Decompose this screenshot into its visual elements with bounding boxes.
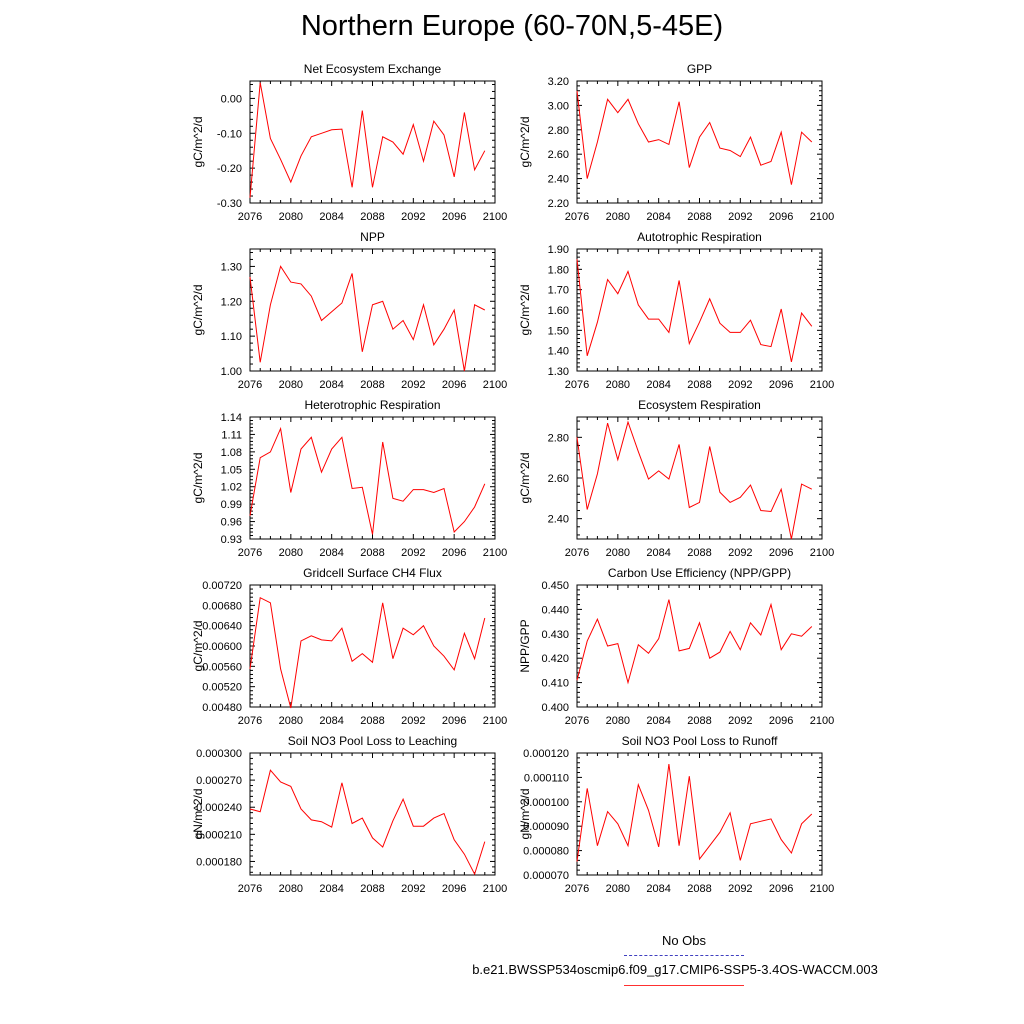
- plot-frame: [577, 417, 822, 539]
- plot-frame: [577, 249, 822, 371]
- y-tick-label: 0.420: [541, 653, 569, 666]
- y-tick-label: 0.93: [220, 534, 242, 546]
- y-tick-label: 0.00: [220, 93, 242, 106]
- y-axis-label: gC/m^2/d: [191, 620, 205, 672]
- y-tick-label: 0.00600: [202, 641, 242, 653]
- y-tick-label: 2.80: [547, 124, 569, 137]
- x-tick-label: 2076: [564, 883, 590, 895]
- x-tick-label: 2084: [319, 715, 344, 727]
- y-axis-label: gN/m^2/d: [191, 788, 205, 840]
- y-tick-label: 3.00: [547, 100, 569, 113]
- y-tick-label: 2.80: [547, 432, 569, 445]
- y-tick-label: 0.000070: [523, 870, 569, 882]
- chart-panel-10: [518, 734, 834, 895]
- chart-panel-4: [518, 230, 834, 391]
- x-tick-label: 2084: [646, 547, 671, 559]
- y-tick-label: 2.60: [547, 473, 569, 485]
- x-tick-label: 2088: [360, 547, 385, 559]
- y-tick-label: 2.40: [547, 173, 569, 186]
- x-tick-label: 2076: [564, 547, 590, 559]
- y-tick-label: 1.90: [547, 244, 569, 256]
- x-tick-label: 2092: [728, 211, 753, 223]
- series-line: [250, 429, 485, 535]
- y-tick-label: 0.000090: [523, 821, 569, 834]
- x-tick-label: 2080: [605, 715, 631, 727]
- y-axis-label: gC/m^2/d: [191, 452, 205, 504]
- y-tick-label: 0.000080: [523, 845, 569, 858]
- chart-title: GPP: [686, 62, 713, 76]
- x-tick-label: 2092: [728, 883, 753, 895]
- y-tick-label: 1.30: [547, 366, 569, 378]
- y-tick-label: 0.450: [541, 580, 569, 592]
- series-line: [577, 764, 812, 862]
- plot-frame: [250, 753, 495, 875]
- series-line: [250, 598, 485, 708]
- plot-frame: [577, 81, 822, 203]
- chart-panel-5: [191, 398, 507, 559]
- chart-title: Autotrophic Respiration: [637, 230, 762, 244]
- legend-obs-label: No Obs: [661, 933, 707, 948]
- y-tick-label: 1.30: [220, 261, 242, 274]
- y-tick-label: 3.20: [547, 76, 569, 88]
- x-tick-label: 2096: [441, 379, 467, 391]
- x-tick-label: 2096: [441, 715, 467, 727]
- y-tick-label: 1.50: [547, 325, 569, 338]
- x-tick-label: 2092: [728, 715, 753, 727]
- x-tick-label: 2088: [687, 211, 712, 223]
- x-tick-label: 2100: [482, 883, 508, 895]
- y-tick-label: 1.60: [547, 305, 569, 317]
- x-tick-label: 2100: [482, 211, 508, 223]
- series-line: [577, 422, 812, 539]
- y-tick-label: 0.000210: [196, 829, 242, 842]
- series-line: [250, 83, 485, 198]
- x-tick-label: 2080: [278, 379, 304, 391]
- x-tick-label: 2084: [646, 379, 671, 391]
- x-tick-label: 2100: [809, 715, 835, 727]
- x-tick-label: 2080: [278, 715, 304, 727]
- plot-frame: [250, 249, 495, 371]
- legend-obs-line: [624, 955, 744, 956]
- x-tick-label: 2100: [482, 715, 508, 727]
- y-axis-label: gC/m^2/d: [518, 452, 532, 504]
- x-tick-label: 2100: [809, 547, 835, 559]
- y-tick-label: 0.99: [220, 499, 242, 512]
- x-tick-label: 2080: [605, 211, 631, 223]
- y-tick-label: 1.14: [220, 412, 242, 424]
- y-tick-label: -0.20: [216, 163, 242, 176]
- y-tick-label: 0.440: [541, 604, 569, 617]
- series-line: [250, 266, 485, 371]
- x-tick-label: 2096: [768, 211, 794, 223]
- y-tick-label: 1.11: [221, 429, 242, 442]
- x-tick-label: 2100: [482, 547, 508, 559]
- chart-title: Soil NO3 Pool Loss to Runoff: [621, 734, 778, 748]
- y-axis-label: NPP/GPP: [518, 619, 532, 673]
- y-tick-label: 0.000120: [523, 748, 569, 760]
- x-tick-label: 2080: [278, 883, 304, 895]
- y-tick-label: 0.00720: [202, 580, 242, 592]
- x-tick-label: 2084: [319, 211, 344, 223]
- x-tick-label: 2096: [441, 211, 467, 223]
- x-tick-label: 2092: [401, 547, 426, 559]
- plot-frame: [250, 417, 495, 539]
- x-tick-label: 2096: [768, 547, 794, 559]
- y-tick-label: 0.000100: [523, 796, 569, 809]
- x-tick-label: 2084: [646, 211, 671, 223]
- x-tick-label: 2100: [809, 883, 835, 895]
- x-tick-label: 2084: [319, 547, 344, 559]
- x-tick-label: 2096: [768, 715, 794, 727]
- chart-panel-6: [518, 398, 834, 559]
- y-tick-label: 0.000110: [523, 772, 569, 785]
- x-tick-label: 2088: [687, 547, 712, 559]
- y-axis-label: gC/m^2/d: [191, 116, 205, 168]
- y-tick-label: 1.20: [220, 296, 242, 309]
- x-tick-label: 2080: [605, 547, 631, 559]
- x-tick-label: 2092: [728, 547, 753, 559]
- chart-panel-9: [191, 734, 507, 895]
- y-tick-label: 2.60: [547, 149, 569, 162]
- y-tick-label: 1.10: [220, 331, 242, 344]
- x-tick-label: 2076: [564, 211, 590, 223]
- x-tick-label: 2096: [768, 883, 794, 895]
- y-tick-label: 0.00640: [202, 620, 242, 633]
- x-tick-label: 2092: [401, 715, 426, 727]
- y-tick-label: 1.40: [547, 345, 569, 358]
- y-tick-label: 0.000240: [196, 802, 242, 815]
- x-tick-label: 2092: [401, 883, 426, 895]
- y-axis-label: gC/m^2/d: [518, 116, 532, 168]
- x-tick-label: 2088: [360, 883, 385, 895]
- y-tick-label: -0.10: [216, 128, 242, 141]
- x-tick-label: 2076: [237, 883, 263, 895]
- x-tick-label: 2088: [687, 883, 712, 895]
- y-tick-label: 1.08: [220, 446, 242, 459]
- chart-panel-8: [518, 566, 834, 727]
- x-tick-label: 2088: [360, 379, 385, 391]
- y-tick-label: 2.40: [547, 513, 569, 526]
- x-tick-label: 2088: [687, 379, 712, 391]
- plot-frame: [577, 585, 822, 707]
- series-line: [577, 600, 812, 683]
- y-axis-label: gC/m^2/d: [191, 284, 205, 336]
- x-tick-label: 2096: [768, 379, 794, 391]
- x-tick-label: 2088: [687, 715, 712, 727]
- x-tick-label: 2080: [278, 211, 304, 223]
- page-title: Northern Europe (60-70N,5-45E): [300, 10, 724, 42]
- x-tick-label: 2096: [441, 883, 467, 895]
- x-tick-label: 2076: [237, 379, 263, 391]
- y-tick-label: 0.00560: [202, 661, 242, 674]
- legend-model-line: [624, 985, 744, 986]
- x-tick-label: 2076: [237, 547, 263, 559]
- x-tick-label: 2076: [564, 379, 590, 391]
- y-tick-label: 1.05: [220, 464, 242, 477]
- x-tick-label: 2088: [360, 715, 385, 727]
- series-line: [577, 259, 812, 362]
- chart-title: Net Ecosystem Exchange: [303, 62, 442, 76]
- y-tick-label: 0.000270: [196, 775, 242, 788]
- y-axis-label: gC/m^2/d: [518, 284, 532, 336]
- y-tick-label: 1.70: [547, 284, 569, 297]
- chart-title: Carbon Use Efficiency (NPP/GPP): [607, 566, 792, 580]
- y-tick-label: 0.00680: [202, 600, 242, 613]
- chart-panel-3: [191, 230, 507, 391]
- y-tick-label: 1.00: [220, 366, 242, 378]
- y-tick-label: -0.30: [216, 198, 242, 210]
- x-tick-label: 2100: [482, 379, 508, 391]
- x-tick-label: 2100: [809, 379, 835, 391]
- chart-panel-7: [191, 566, 507, 727]
- x-tick-label: 2088: [360, 211, 385, 223]
- y-tick-label: 0.410: [541, 677, 569, 690]
- chart-title: Soil NO3 Pool Loss to Leaching: [287, 734, 458, 748]
- x-tick-label: 2080: [278, 547, 304, 559]
- y-tick-label: 1.02: [220, 481, 242, 494]
- x-tick-label: 2076: [237, 715, 263, 727]
- x-tick-label: 2084: [319, 379, 344, 391]
- x-tick-label: 2092: [401, 379, 426, 391]
- series-line: [577, 91, 812, 185]
- y-tick-label: 0.000180: [196, 856, 242, 869]
- x-tick-label: 2092: [728, 379, 753, 391]
- y-tick-label: 0.00520: [202, 681, 242, 694]
- chart-panel-1: [191, 62, 507, 223]
- x-tick-label: 2084: [319, 883, 344, 895]
- x-tick-label: 2076: [237, 211, 263, 223]
- x-tick-label: 2100: [809, 211, 835, 223]
- chart-title: Ecosystem Respiration: [638, 398, 761, 412]
- x-tick-label: 2076: [564, 715, 590, 727]
- y-tick-label: 0.00480: [202, 702, 242, 714]
- legend-model-label: b.e21.BWSSP534oscmip6.f09_g17.CMIP6-SSP5-3.4OS-WACCM.003: [472, 962, 878, 977]
- x-tick-label: 2080: [605, 883, 631, 895]
- x-tick-label: 2084: [646, 883, 671, 895]
- x-tick-label: 2096: [441, 547, 467, 559]
- y-tick-label: 0.400: [541, 702, 569, 714]
- x-tick-label: 2092: [401, 211, 426, 223]
- y-tick-label: 1.80: [547, 264, 569, 277]
- series-line: [250, 770, 485, 874]
- chart-title: Gridcell Surface CH4 Flux: [303, 566, 442, 580]
- chart-title: Heterotrophic Respiration: [304, 398, 441, 412]
- y-tick-label: 0.96: [220, 516, 242, 529]
- y-axis-label: gN/m^2/d: [518, 788, 532, 840]
- plot-frame: [250, 585, 495, 707]
- chart-panel-2: [518, 62, 834, 223]
- y-tick-label: 0.000300: [196, 748, 242, 760]
- y-tick-label: 0.430: [541, 628, 569, 641]
- chart-title: NPP: [360, 230, 385, 244]
- y-tick-label: 2.20: [547, 198, 569, 210]
- x-tick-label: 2080: [605, 379, 631, 391]
- x-tick-label: 2084: [646, 715, 671, 727]
